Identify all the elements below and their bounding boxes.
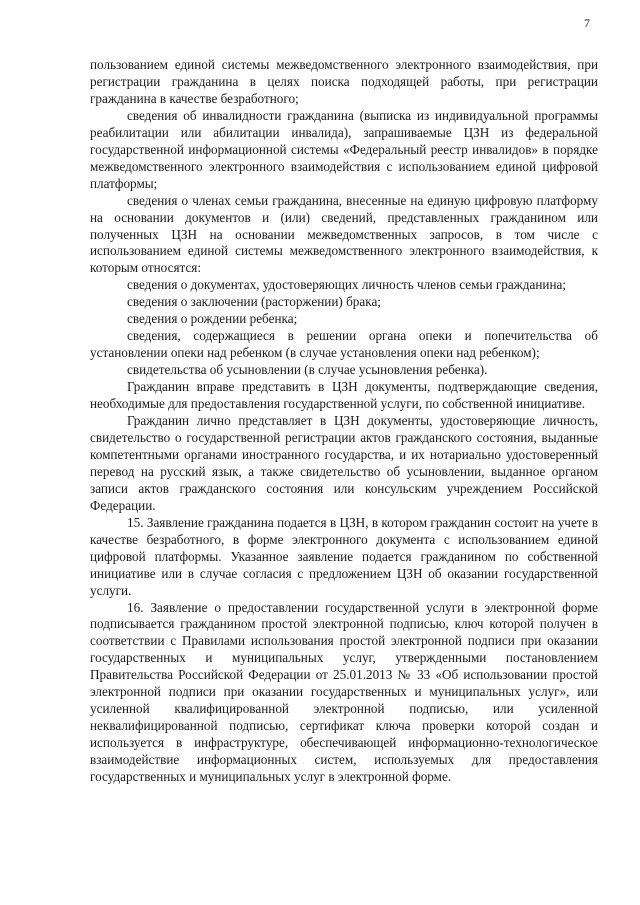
page-number: 7	[584, 16, 590, 30]
paragraph: Гражданин лично представляет в ЦЗН документы, удостоверяющие личность, свидетельство о государственной регистрации актов гражданского состояния, выданные компетентными органами иностранного государства, и их нотариально удостоверенный перевод на русский язык, а также свидетельство об усыновлении, выданное органом записи актов гражданского состояния или консульским учреждением Российской Федерации.	[90, 413, 598, 513]
paragraph: 16. Заявление о предоставлении государственной услуги в электронной форме подписывается гражданином простой электронной подписью, ключ которой получен в соответствии с Правилами использования простой электронной подписи при оказании государственных и муниципальных услуг, утвержденными постановлением Правительства Российской Федерации от 25.01.2013 № 33 «Об использовании простой электронной подписи при оказании государственных и муниципальных услуг», или усиленной квалифицированной электронной подписью, или усиленной неквалифицированной подписью, сертификат ключа проверки которой создан и используется в инфраструктуре, обеспечивающей информационно-технологическое взаимодействие информационных систем, используемых для предоставления государственных и муниципальных услуг в электронной форме.	[90, 599, 598, 785]
paragraph: сведения о заключении (расторжении) брака;	[127, 294, 381, 310]
paragraph: 15. Заявление гражданина подается в ЦЗН, в котором гражданин состоит на учете в качестве безработного, в форме электронного документа с использованием единой цифровой платформы. Указанное заявление подается гражданином по собственной инициативе или в случае согласия с предложением ЦЗН об оказании государственной услуги.	[90, 514, 598, 598]
paragraph: сведения о рождении ребенка;	[127, 311, 298, 327]
paragraph: сведения о членах семьи гражданина, внесенные на единую цифровую платформу на основании документов и (или) сведений, представленных гражданином или полученных ЦЗН на основании межведомственных запросов, в том числе с использованием единой системы межведомственного электронного взаимодействия, к которым относятся:	[90, 192, 598, 276]
document-body	[90, 57, 598, 786]
paragraph: свидетельства об усыновлении (в случае усыновления ребенка).	[127, 362, 488, 378]
paragraph: пользованием единой системы межведомственного электронного взаимодействия, при регистрации гражданина в целях поиска подходящей работы, при регистрации гражданина в качестве безработного;	[90, 57, 598, 106]
paragraph: Гражданин вправе представить в ЦЗН документы, подтверждающие сведения, необходимые для предоставления государственной услуги, по собственной инициативе.	[90, 379, 598, 412]
paragraph: сведения об инвалидности гражданина (выписка из индивидуальной программы реабилитации или абилитации инвалида), запрашиваемые ЦЗН из федеральной государственной информационной системы «Федеральный реестр инвалидов» в порядке межведомственного электронного взаимодействия с использованием единой цифровой платформы;	[90, 107, 598, 191]
paragraph: сведения, содержащиеся в решении органа опеки и попечительства об установлении опеки над ребенком (в случае установления опеки над ребенком);	[90, 328, 598, 361]
paragraph: сведения о документах, удостоверяющих личность членов семьи гражданина;	[127, 277, 567, 293]
